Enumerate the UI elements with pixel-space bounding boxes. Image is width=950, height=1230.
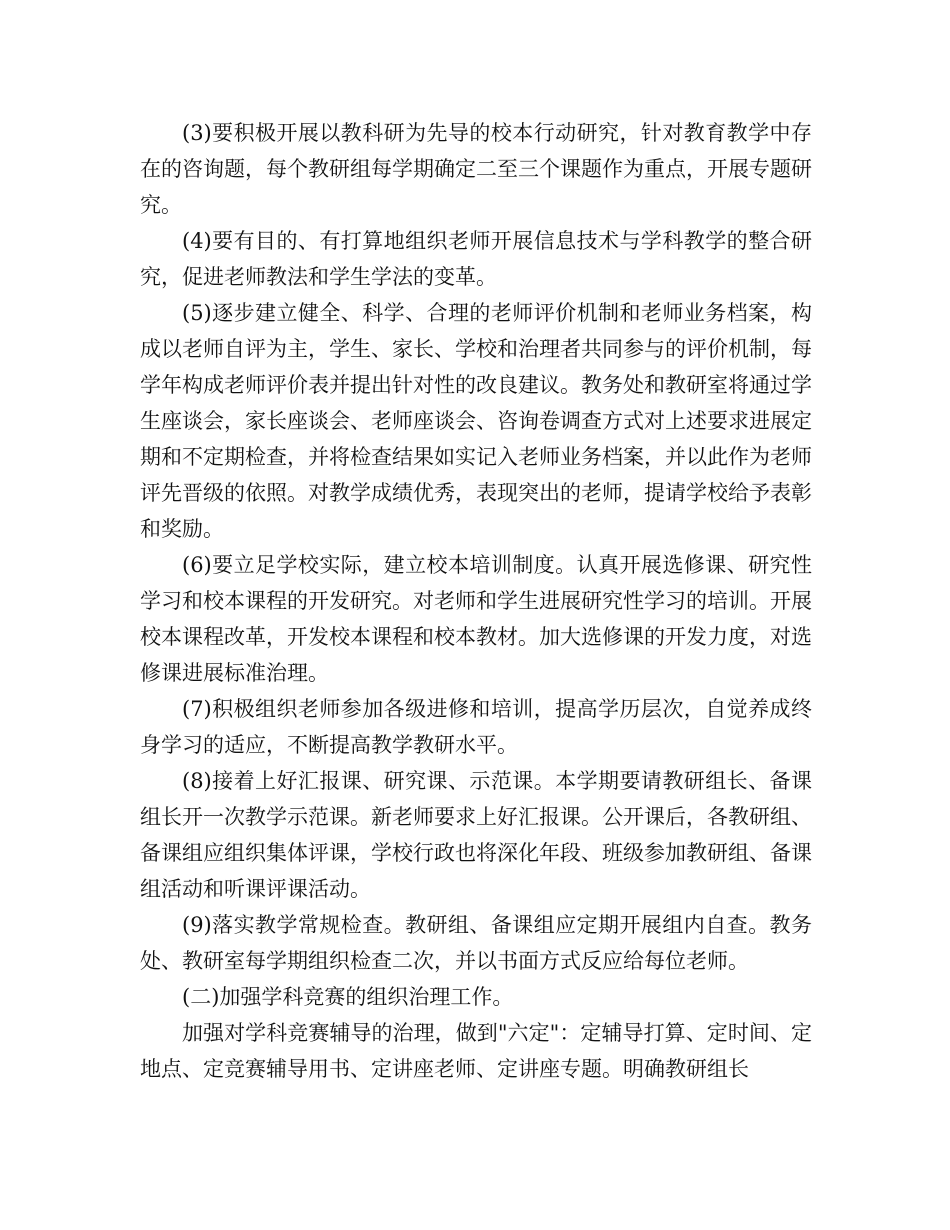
- paragraph-item-5: (5)逐步建立健全、科学、合理的老师评价机制和老师业务档案，构成以老师自评为主，学生、家长、学校和治理者共同参与的评价机制，每学年构成老师评价表并提出针对性的改良建议。教务处和教研室将通过学生座谈会，家长座谈会、老师座谈会、咨询卷调查方式对上述要求进展定期和不定期检查，并将检查结果如实记入老师业务档案，并以此作为老师评先晋级的依照。对教学成绩优秀，表现突出的老师，提请学校给予表彰和奖励。: [140, 301, 812, 541]
- paragraph-item-7: (7)积极组织老师参加各级进修和培训，提高学历层次，自觉养成终身学习的适应，不断提高教学教研水平。: [140, 697, 812, 757]
- paragraph-competition: 加强对学科竞赛辅导的治理，做到"六定"：定辅导打算、定时间、定地点、定竞赛辅导用书、定讲座老师、定讲座专题。明确教研组长: [140, 1021, 812, 1081]
- paragraph-item-3: (3)要积极开展以教科研为先导的校本行动研究，针对教育教学中存在的咨询题，每个教研组每学期确定二至三个课题作为重点，开展专题研究。: [140, 121, 812, 217]
- document-body: [140, 115, 812, 1087]
- paragraph-item-4: (4)要有目的、有打算地组织老师开展信息技术与学科教学的整合研究，促进老师教法和学生学法的变革。: [140, 229, 812, 289]
- paragraph-item-8: (8)接着上好汇报课、研究课、示范课。本学期要请教研组长、备课组长开一次教学示范课。新老师要求上好汇报课。公开课后，各教研组、备课组应组织集体评课，学校行政也将深化年段、班级参加教研组、备课组活动和听课评课活动。: [140, 769, 812, 901]
- section-heading: (二)加强学科竞赛的组织治理工作。: [182, 985, 514, 1009]
- paragraph-item-9: (9)落实教学常规检查。教研组、备课组应定期开展组内自查。教务处、教研室每学期组织检查二次，并以书面方式反应给每位老师。: [140, 913, 812, 973]
- paragraph-item-6: (6)要立足学校实际，建立校本培训制度。认真开展选修课、研究性学习和校本课程的开发研究。对老师和学生进展研究性学习的培训。开展校本课程改革，开发校本课程和校本教材。加大选修课的开发力度，对选修课进展标准治理。: [140, 553, 812, 685]
